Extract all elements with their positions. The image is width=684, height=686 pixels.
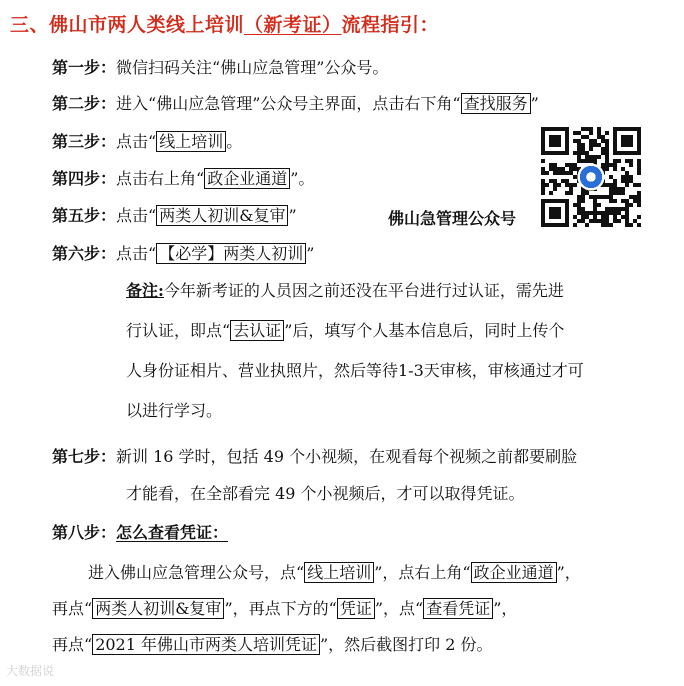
step-3 [52,131,242,153]
note-text: 今年新考证的人员因之前还没在平台进行过认证，需先进 [163,281,564,300]
qr-caption: 佛山急管理公众号 [388,209,517,228]
boxed-term: 两类人初训&复审 [156,205,288,226]
step-label: 第五步： [52,206,117,225]
step-text: 微信扫码关注“佛山应急管理”公众号。 [116,58,389,77]
step-8-para-1 [88,562,581,584]
boxed-term: 两类人初训&复审 [92,598,224,619]
boxed-term: 查找服务 [461,93,531,114]
step-label: 第八步： [52,523,117,542]
note-line-1 [126,280,564,302]
step-text: 点击“ [116,132,157,151]
boxed-term: 查看凭证 [423,598,493,619]
boxed-term: 政企业通道 [204,168,290,189]
step-8-para-3 [52,634,493,656]
step-label: 第七步： [52,447,117,466]
step-7 [52,446,577,468]
note-label: 备注: [126,281,164,300]
watermark: 大数据说 [6,664,55,678]
boxed-term: 2021 年佛山市两类人培训凭证 [92,634,320,655]
para-text: 进入佛山应急管理公众号，点“ [88,563,305,582]
para-text: ”，再点下方的“ [224,599,337,618]
note-text: 行认证，即点“ [126,321,231,340]
para-text: ”， [556,563,581,582]
para-text: ”， [493,599,518,618]
step-text: 点击右上角“ [116,169,205,188]
boxed-term: 凭证 [337,598,375,619]
step-5 [52,205,297,227]
para-text: ”，点“ [374,599,424,618]
note-line-3: 人身份证相片、营业执照片，然后等待1-3天审核，审核通过才可 [126,361,584,380]
qr-code-image [541,127,641,227]
step-2 [52,93,539,115]
step-7-line-2: 才能看，在全部看完 49 个小视频后，才可以取得凭证。 [126,484,525,503]
step-8 [52,522,228,544]
para-text: 再点“ [52,599,93,618]
step-text: 进入“佛山应急管理”公众号主界面，点击右下角“ [116,94,461,113]
heading-prefix: 三、佛山市两人类线上培训 [10,14,245,36]
step-text: 新训 16 学时，包括 49 个小视频，在观看每个视频之前都要刷脸 [116,447,578,466]
note-line-4: 以进行学习。 [126,401,223,420]
step-8-title: 怎么查看凭证： [116,523,229,542]
step-4 [52,168,314,190]
boxed-term: 政企业通道 [471,562,557,583]
step-text: 点击“ [116,244,157,263]
step-label: 第六步： [52,244,117,263]
step-1 [52,57,388,79]
step-text: 点击“ [116,206,157,225]
step-6 [52,243,314,265]
step-label: 第三步： [52,132,117,151]
boxed-term: 线上培训 [156,131,226,152]
section-heading [10,10,439,37]
step-text: ” [306,244,315,263]
step-text: ” [530,94,539,113]
step-label: 第二步： [52,94,117,113]
para-text: ”，点右上角“ [374,563,471,582]
para-text: ”，然后截图打印 2 份。 [320,635,493,654]
step-text: ” [288,206,297,225]
step-label: 第一步： [52,58,117,77]
para-text: 再点“ [52,635,93,654]
step-label: 第四步： [52,169,117,188]
heading-underlined: （新考证） [244,14,342,36]
step-8-para-2 [52,598,517,620]
note-line-2 [126,320,564,342]
step-text: ”。 [290,169,315,188]
step-text: 。 [226,132,243,151]
boxed-term: 去认证 [230,320,284,341]
boxed-term: 线上培训 [304,562,374,583]
note-text: ”后，填写个人基本信息后，同时上传个 [284,321,565,340]
boxed-term: 【必学】两类人初训 [156,243,306,264]
heading-suffix: 流程指引： [341,14,440,36]
